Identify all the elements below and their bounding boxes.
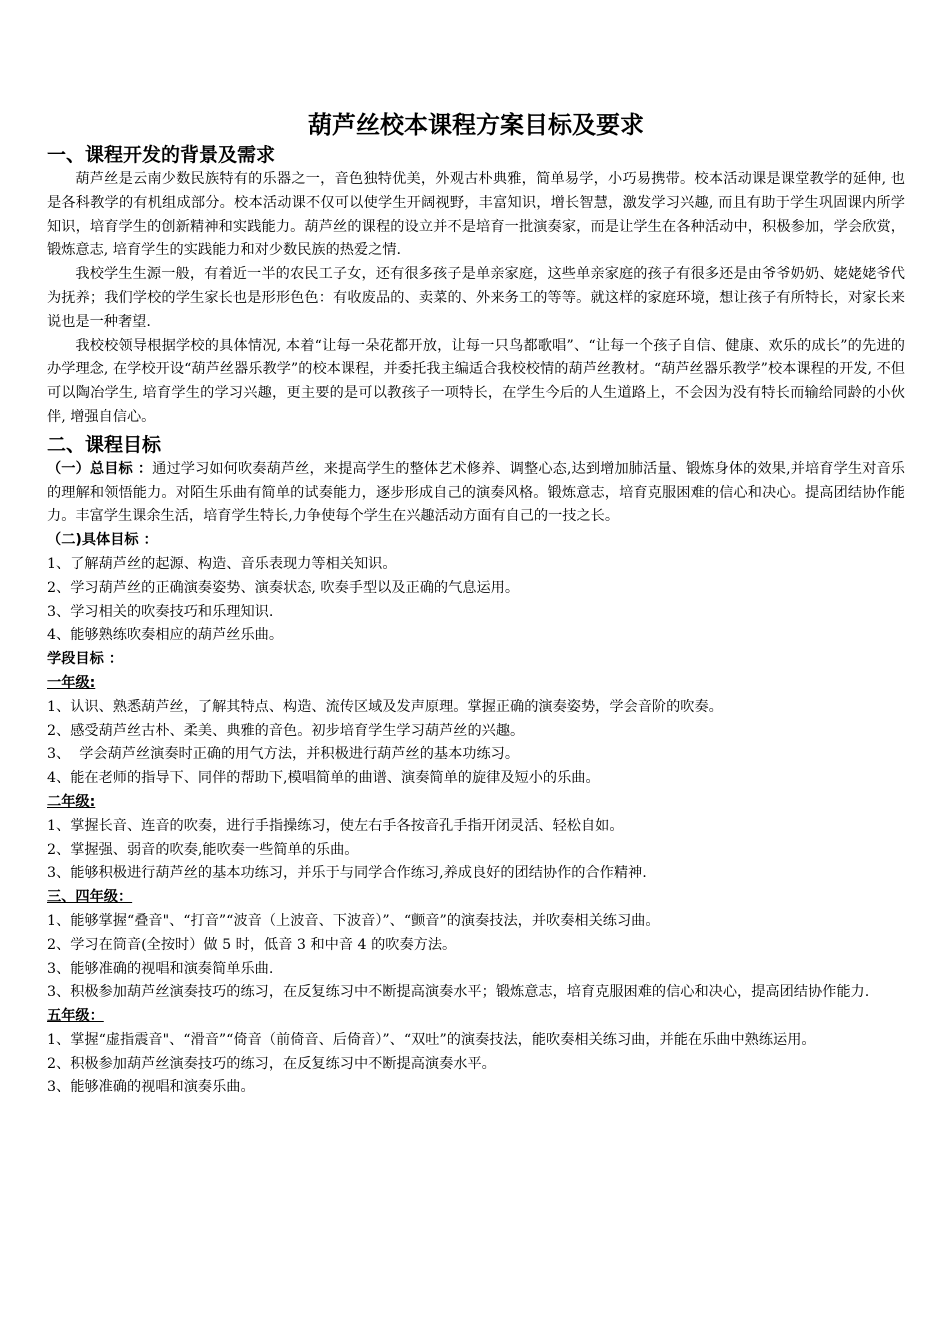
list-item: 3、能够准确的视唱和演奏简单乐曲. (47, 960, 274, 977)
list-item: 4、能够熟练吹奏相应的葫芦丝乐曲。 (47, 627, 284, 644)
list-item: 3、能够积极进行葫芦丝的基本功练习，并乐于与同学合作练习,养成良好的团结协作的合作精神. (47, 865, 647, 882)
overall-goal-text: 通过学习如何吹奏葫芦丝，来提高学生的整体艺术修养、调整心态,达到增加肺活量、锻炼身体的效果,并培育学生对音乐的理解和领悟能力。对陌生乐曲有简单的试奏能力，逐步形成自己的演奏风格。锻炼意志，培育克服困难的信心和决心。提高团结协作能力。丰富学生课余生活，培育学生特长,力争使每个学生在兴趣活动方面有自己的一技之长。 (47, 460, 905, 525)
list-item: 1、了解葫芦丝的起源、构造、音乐表现力等相关知识。 (47, 555, 397, 572)
paragraph: 我校学生生源一般，有着近一半的农民工子女，还有很多孩子是单亲家庭，这些单亲家庭的孩子有很多还是由爷爷奶奶、姥姥姥爷代为抚养；我们学校的学生家长也是形形色色：有收废品的、卖菜的、外来务工的等等。就这样的家庭环境，想让孩子有所特长，对家长来说也是一种奢望. (47, 266, 905, 330)
list-item: 2、感受葫芦丝古朴、柔美、典雅的音色。初步培育学生学习葫芦丝的兴趣。 (47, 722, 525, 739)
grade2-heading: 二年级: (47, 793, 96, 810)
document-page (47, 100, 905, 1100)
overall-goal-label: （一）总目标 ： (47, 460, 153, 477)
list-item: 2、学习葫芦丝的正确演奏姿势、演奏状态, 吹奏手型以及正确的气息运用。 (47, 579, 520, 596)
list-item: 2、掌握强、弱音的吹奏,能吹奏一些简单的乐曲。 (47, 841, 359, 858)
grade1-heading: 一年级: (47, 674, 96, 691)
document-title: 葫芦丝校本课程方案目标及要求 (308, 111, 644, 139)
list-item: 3、学习相关的吹奏技巧和乐理知识. (47, 603, 274, 620)
paragraph: 葫芦丝是云南少数民族特有的乐器之一，音色独特优美，外观古朴典雅，简单易学，小巧易携带。校本活动课是课堂教学的延伸, 也是各科教学的有机组成部分。校本活动课不仅可以使学生开阔视野，丰富知识，增长智慧，激发学习兴趣, 而且有助于学生巩固课内所学知识，培育学生的创新精神和实践能力。葫芦丝的课程的设立并不是培育一批演奏家，而是让学生在各种活动中，积极参加，学会欣赏，锻炼意志, 培育学生的实践能力和对少数民族的热爱之情. (47, 171, 905, 259)
section-heading-background: 一、课程开发的背景及需求 (47, 144, 276, 166)
overall-goal-paragraph (47, 458, 905, 529)
list-item: 1、掌握长音、连音的吹奏，进行手指操练习，使左右手各按音孔手指开闭灵活、轻松自如。 (47, 817, 624, 834)
specific-goal-label: （二)具体目标 ： (47, 532, 158, 549)
list-item: 2、积极参加葫芦丝演奏技巧的练习，在反复练习中不断提高演奏水平。 (47, 1055, 496, 1072)
grade5-heading: 五年级： (47, 1008, 104, 1025)
list-item: 1、认识、熟悉葫芦丝，了解其特点、构造、流传区域及发声原理。掌握正确的演奏姿势，学会音阶的吹奏。 (47, 698, 723, 715)
list-item: 2、学习在筒音(全按时）做 5 时，低音 3 和中音 4 的吹奏方法。 (47, 936, 457, 953)
paragraph: 我校校领导根据学校的具体情况, 本着“让每一朵花都开放，让每一只鸟都歌唱”、“让每一个孩子自信、健康、欢乐的成长”的先进的办学理念, 在学校开设“葫芦丝器乐教学”的校本课程，并委托我主编适合我校校情的葫芦丝教材。“葫芦丝器乐教学”校本课程的开发, 不但可以陶冶学生, 培育学生的学习兴趣，更主要的是可以教孩子一项特长，在学生今后的人生道路上，不会因为没有特长而输给同龄的小伙伴, 增强自信心。 (47, 337, 905, 425)
list-item: 1、能够掌握“叠音"、“打音”“波音（上波音、下波音）”、“颤音”的演奏技法，并吹奏相关练习曲。 (47, 912, 660, 929)
section-heading-goals: 二、课程目标 (47, 433, 162, 456)
list-item: 1、掌握“虚指震音"、“滑音”“倚音（前倚音、后倚音）”、“双吐”的演奏技法，能吹奏相关练习曲，并能在乐曲中熟练运用。 (47, 1031, 816, 1048)
list-item: 3、能够准确的视唱和演奏乐曲。 (47, 1079, 255, 1096)
list-item: 4、能在老师的指导下、同伴的帮助下,模唱简单的曲谱、演奏简单的旋律及短小的乐曲。 (47, 770, 600, 787)
list-item: 3、 学会葫芦丝演奏时正确的用气方法，并积极进行葫芦丝的基本功练习。 (47, 746, 520, 763)
stage-goal-label: 学段目标 ： (47, 651, 123, 668)
grade34-heading: 三、四年级： (47, 889, 133, 906)
list-item: 3、积极参加葫芦丝演奏技巧的练习，在反复练习中不断提高演奏水平；锻炼意志，培育克服困难的信心和决心，提高团结协作能力. (47, 984, 870, 1001)
